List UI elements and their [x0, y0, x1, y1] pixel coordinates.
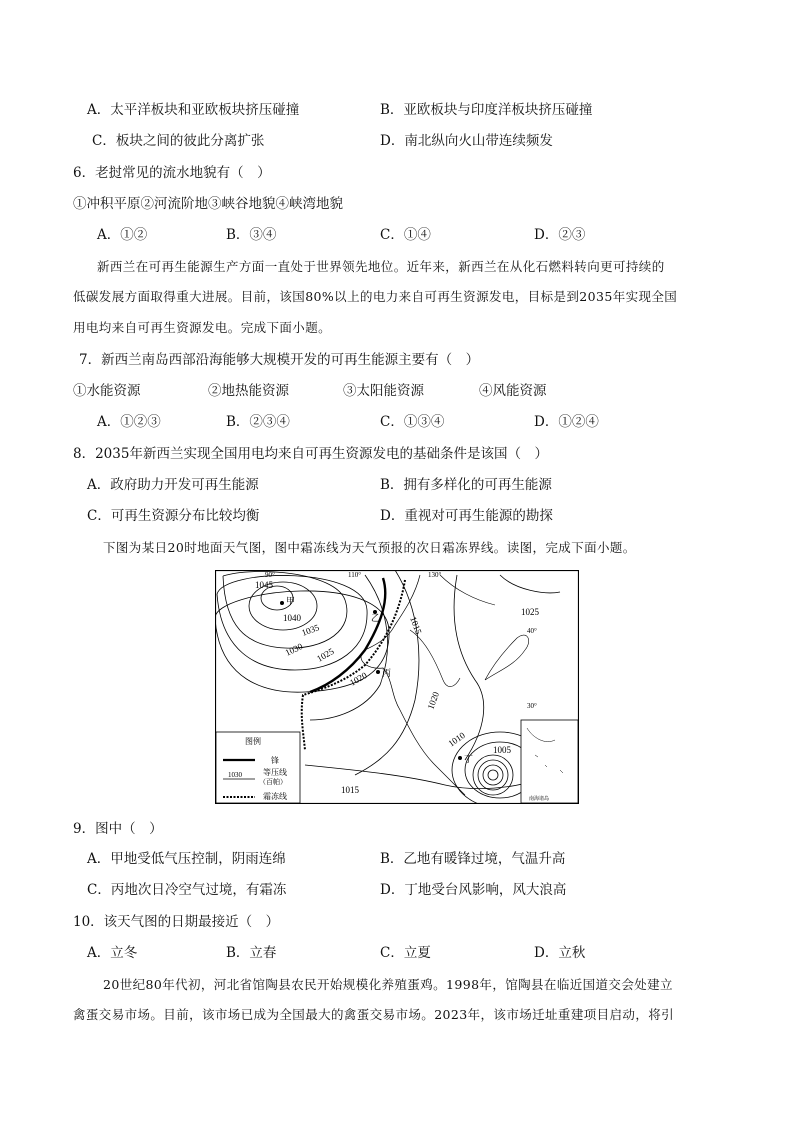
south-china-sea-inset — [521, 720, 578, 803]
map-intro: 下图为某日20时地面天气图，图中霜冻线为天气预报的次日霜冻界线。读图，完成下面小题。 — [103, 540, 636, 555]
legend-front: 锋 — [271, 756, 279, 765]
point-jia — [280, 601, 284, 605]
isobar-label-1045: 1045 — [255, 580, 273, 590]
isobar-label-1010: 1010 — [446, 730, 467, 749]
lat-label-30: 30° — [527, 702, 537, 710]
q10-option-a[interactable]: A．立冬 — [87, 945, 138, 961]
q7-stem: 7．新西兰南岛西部沿海能够大规模开发的可再生能源主要有（ ） — [79, 352, 480, 368]
weather-map — [215, 570, 579, 804]
label-bing: 丙 — [382, 668, 392, 678]
legend-isobar-unit: （百帕） — [259, 778, 287, 786]
q7-item-1: ①水能资源 — [73, 383, 141, 399]
q9-stem: 9．图中（ ） — [73, 821, 163, 837]
q10-stem: 10．该天气图的日期最接近（ ） — [73, 914, 280, 930]
legend-isobar: 等压线 — [263, 768, 287, 777]
lon-label-130: 130° — [428, 571, 442, 579]
q8-option-d[interactable]: D．重视对可再生能源的勘探 — [380, 508, 553, 524]
q5-option-d[interactable]: D．南北纵向火山带连续频发 — [380, 133, 553, 149]
q10-option-c[interactable]: C．立夏 — [380, 945, 431, 961]
q5-option-a[interactable]: A．太平洋板块和亚欧板块挤压碰撞 — [87, 102, 300, 118]
legend-title: 图例 — [245, 737, 261, 746]
q6-stem: 6．老挝常见的流水地貌有（ ） — [73, 165, 271, 181]
q7-item-4: ④风能资源 — [479, 383, 547, 399]
q10-option-b[interactable]: B．立春 — [226, 945, 277, 961]
lon-label-110: 110° — [348, 571, 362, 579]
q6-option-d[interactable]: D．②③ — [534, 227, 586, 243]
passage-hebei-line1: 20世纪80年代初，河北省馆陶县农民开始规模化养殖蛋鸡。1998年，馆陶县在临近国道交会处建立 — [103, 977, 673, 992]
lon-label-90: 90° — [265, 571, 275, 579]
q8-option-a[interactable]: A．政府助力开发可再生能源 — [87, 477, 259, 493]
isobar-label-1025: 1025 — [315, 646, 336, 664]
isobar-label-1035: 1035 — [300, 622, 321, 638]
legend-isobar-sample: 1030 — [228, 771, 242, 779]
isobar-label-1020: 1020 — [348, 670, 369, 688]
q7-option-c[interactable]: C．①③④ — [380, 414, 445, 430]
q10-option-d[interactable]: D．立秋 — [534, 945, 586, 961]
label-yi: 乙 — [371, 613, 381, 623]
passage-nz-line2: 低碳发展方面取得重大进展。目前，该国80%以上的电力来自可再生资源发电，目标是到2035年实现全国 — [73, 289, 678, 304]
q9-option-b[interactable]: B．乙地有暖锋过境，气温升高 — [380, 851, 566, 867]
isobar-label-1015-s: 1015 — [341, 785, 359, 795]
q6-items: ①冲积平原②河流阶地③峡谷地貌④峡湾地貌 — [73, 196, 343, 212]
legend-frost: 霜冻线 — [263, 792, 287, 801]
isobar-label-1020-e: 1020 — [425, 690, 442, 711]
label-jia: 甲 — [286, 596, 296, 606]
inset-label: 南海诸岛 — [529, 797, 550, 802]
q6-option-a[interactable]: A．①② — [97, 227, 148, 243]
q9-option-c[interactable]: C．丙地次日冷空气过境，有霜冻 — [87, 882, 287, 898]
q8-option-c[interactable]: C．可再生资源分布比较均衡 — [87, 508, 260, 524]
q7-option-b[interactable]: B．②③④ — [226, 414, 290, 430]
q8-stem: 8．2035年新西兰实现全国用电均来自可再生资源发电的基础条件是该国（ ） — [73, 446, 548, 462]
q5-option-c[interactable]: C．板块之间的彼此分离扩张 — [92, 133, 265, 149]
q9-option-d[interactable]: D．丁地受台风影响，风大浪高 — [380, 882, 567, 898]
isobar-label-1040: 1040 — [283, 613, 301, 623]
q6-option-c[interactable]: C．①④ — [380, 227, 431, 243]
isobar-label-1030: 1030 — [283, 641, 305, 658]
passage-nz-line1: 新西兰在可再生能源生产方面一直处于世界领先地位。近年来，新西兰在从化石燃料转向更可持续的 — [97, 259, 665, 274]
q6-option-b[interactable]: B．③④ — [226, 227, 277, 243]
q7-item-2: ②地热能资源 — [208, 383, 289, 399]
lat-label-40: 40° — [527, 627, 537, 635]
passage-nz-line3: 用电均来自可再生资源发电。完成下面小题。 — [73, 320, 332, 335]
q7-option-a[interactable]: A．①②③ — [97, 414, 161, 430]
q9-option-a[interactable]: A．甲地受低气压控制，阴雨连绵 — [87, 851, 286, 867]
isobar-label-1025-ne: 1025 — [521, 607, 539, 617]
q7-item-3: ③太阳能资源 — [343, 383, 424, 399]
point-bing — [376, 670, 380, 674]
isobar-label-1005: 1005 — [493, 745, 511, 755]
isobar-label-1015: 1015 — [408, 615, 424, 636]
passage-hebei-line2: 禽蛋交易市场。目前，该市场已成为全国最大的禽蛋交易市场。2023年，该市场迁址重建项目启动，将引 — [73, 1007, 675, 1022]
label-ding: 丁 — [464, 754, 474, 764]
q7-option-d[interactable]: D．①②④ — [534, 414, 599, 430]
point-ding — [458, 756, 462, 760]
q5-option-b[interactable]: B．亚欧板块与印度洋板块挤压碰撞 — [380, 102, 593, 118]
q8-option-b[interactable]: B．拥有多样化的可再生能源 — [380, 477, 552, 493]
